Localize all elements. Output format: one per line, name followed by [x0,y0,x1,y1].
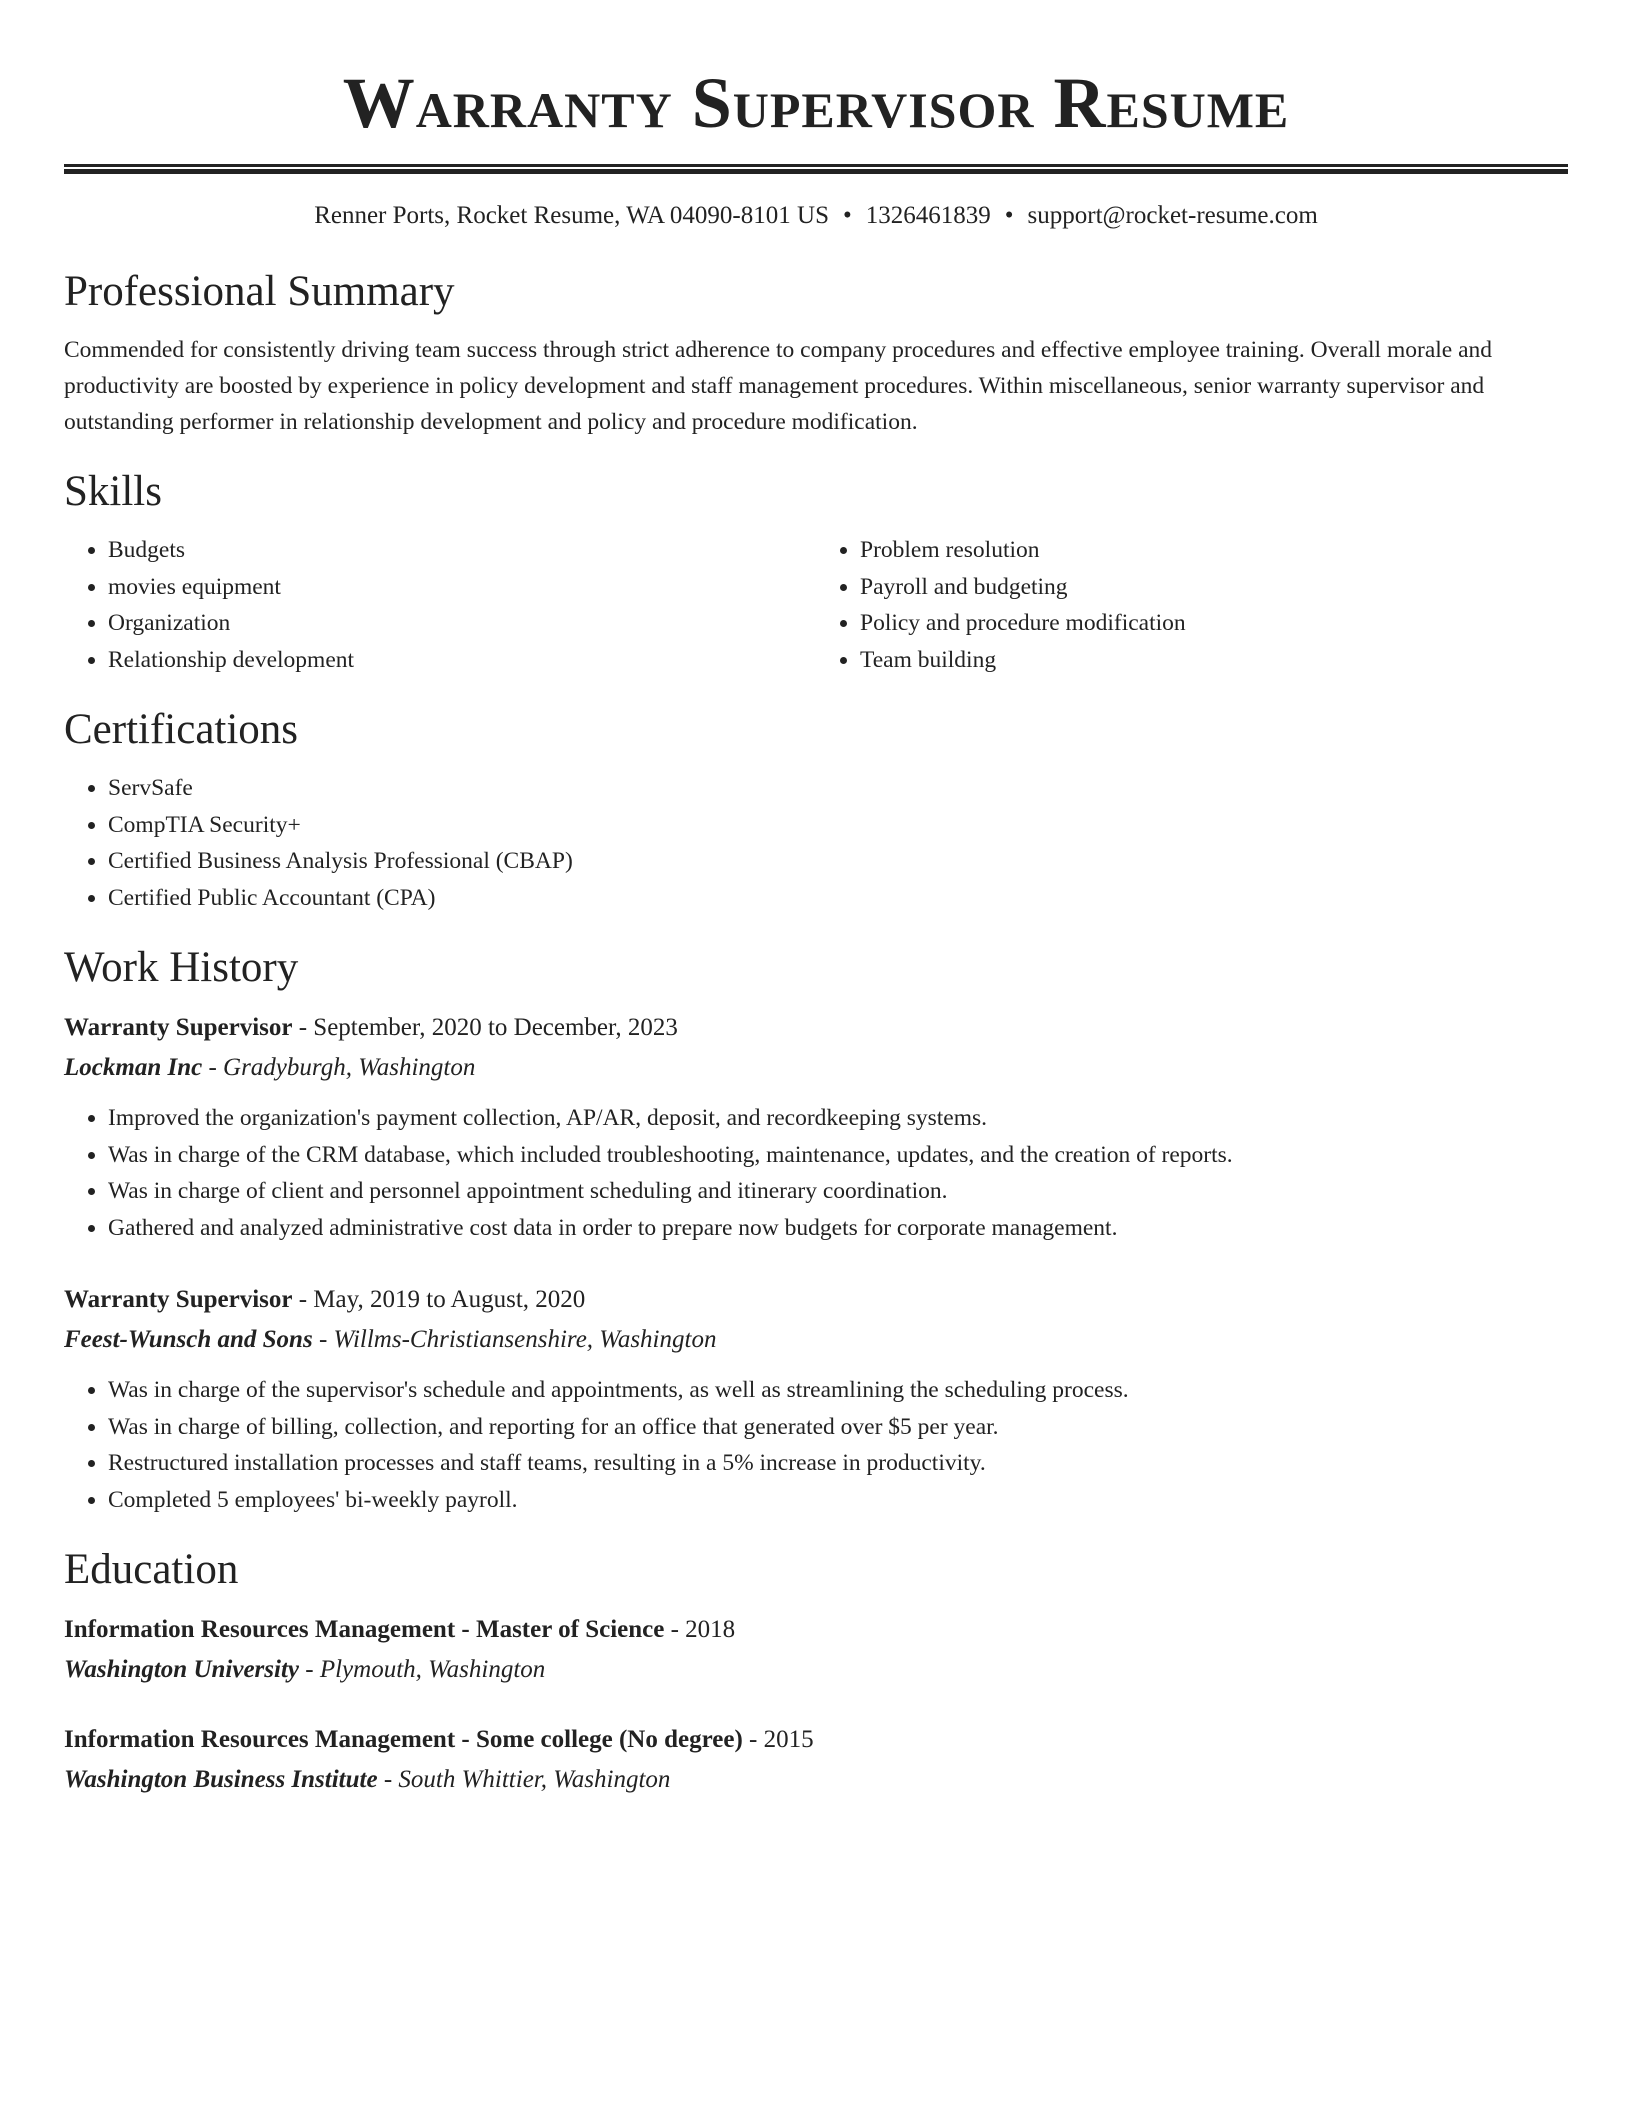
skills-list [64,532,1568,678]
certification-item: • Certified Business Analysis Professional (CBAP) [108,843,1568,880]
job-company-line [64,1048,1568,1088]
resume-title: Warranty Supervisor Resume [342,63,1290,143]
job-entry [64,1280,1568,1518]
skill-item: • Payroll and budgeting [860,569,1568,606]
job-dates: - September, 2020 to December, 2023 [292,1014,678,1041]
education-year: - 2015 [742,1726,814,1753]
education-year: - 2018 [664,1616,736,1643]
education-degree-line [64,1610,1568,1650]
job-bullet: • Improved the organization's payment collection, AP/AR, deposit, and recordkeeping systems. [108,1100,1568,1137]
summary-text: Commended for consistently driving team success through strict adherence to company procedures and effective employee training. Overall morale and productivity are boosted by experience in policy development and staff management procedures. Within miscellaneous, senior warranty supervisor and outstanding performer in relationship development and policy and procedure modification. [64,337,1493,435]
job-bullet: • Was in charge of the supervisor's schedule and appointments, as well as streamlining the scheduling process. [108,1372,1568,1409]
job-company: Lockman Inc [64,1054,203,1081]
job-bullet: • Restructured installation processes and staff teams, resulting in a 5% increase in productivity. [108,1445,1568,1482]
contact-address: Renner Ports, Rocket Resume, WA 04090-8101 US [314,202,829,229]
job-location: - Gradyburgh, Washington [202,1054,476,1081]
skill-item: • Team building [860,642,1568,679]
job-bullet: • Was in charge of client and personnel appointment scheduling and itinerary coordination. [108,1173,1568,1210]
skill-item: • Relationship development [108,642,816,679]
education-heading: Education [64,1546,239,1593]
work-history-heading: Work History [64,944,299,991]
education-entry [64,1610,1568,1690]
job-entry [64,1008,1568,1246]
skill-item: • Problem resolution [860,532,1568,569]
contact-separator: • [842,202,852,229]
contact-line [64,198,1568,234]
skills-column-right [816,532,1568,678]
job-bullet: • Gathered and analyzed administrative cost data in order to prepare now budgets for corporate management. [108,1210,1568,1247]
job-location: - Willms-Christiansenshire, Washington [312,1326,717,1353]
certifications-list [64,770,1568,916]
job-bullet: • Was in charge of billing, collection, and reporting for an office that generated over $5 per year. [108,1409,1568,1446]
education-entry [64,1720,1568,1800]
certifications-heading: Certifications [64,706,299,753]
skill-item: • movies equipment [108,569,816,606]
education-degree: Information Resources Management - Master of Science [64,1616,665,1643]
title-divider [64,164,1568,174]
job-bullet: • Was in charge of the CRM database, which included troubleshooting, maintenance, updates, and the creation of reports. [108,1137,1568,1174]
education-degree-line [64,1720,1568,1760]
skill-item: • Policy and procedure modification [860,605,1568,642]
job-bullets [64,1372,1568,1518]
certification-item: • Certified Public Accountant (CPA) [108,880,1568,917]
skill-item: • Organization [108,605,816,642]
job-company-line [64,1320,1568,1360]
education-location: - Plymouth, Washington [299,1656,546,1683]
education-school-line [64,1650,1568,1690]
education-location: - South Whittier, Washington [377,1766,671,1793]
education-school-line [64,1760,1568,1800]
job-title-line [64,1008,1568,1048]
job-bullets [64,1100,1568,1246]
education-school: Washington Business Institute [64,1766,378,1793]
skills-column-left [64,532,816,678]
skills-heading: Skills [64,468,162,515]
contact-phone: 1326461839 [865,202,991,229]
contact-separator: • [1004,202,1014,229]
education-school: Washington University [64,1656,299,1683]
job-title: Warranty Supervisor [64,1286,293,1313]
job-title-line [64,1280,1568,1320]
certification-item: • ServSafe [108,770,1568,807]
job-bullet: • Completed 5 employees' bi-weekly payroll. [108,1482,1568,1519]
certification-item: • CompTIA Security+ [108,807,1568,844]
job-company: Feest-Wunsch and Sons [64,1326,313,1353]
job-dates: - May, 2019 to August, 2020 [292,1286,586,1313]
skill-item: • Budgets [108,532,816,569]
education-degree: Information Resources Management - Some college (No degree) [64,1726,743,1753]
contact-email: support@rocket-resume.com [1027,202,1318,229]
job-title: Warranty Supervisor [64,1014,293,1041]
summary-heading: Professional Summary [64,268,455,315]
